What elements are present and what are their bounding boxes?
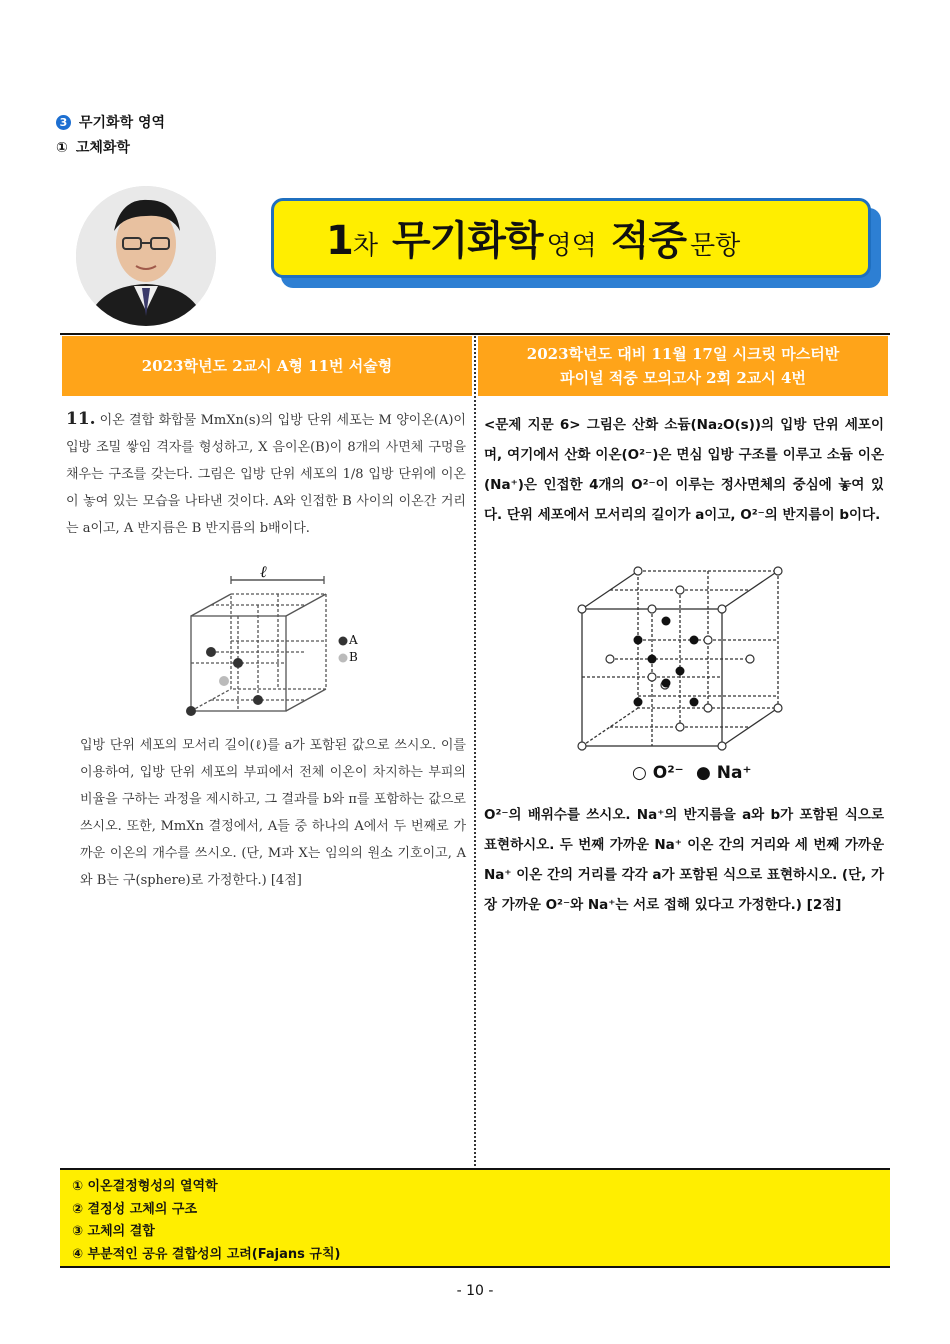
column-divider: [474, 336, 476, 1166]
left-column-header: 2023학년도 2교시 A형 11번 서술형: [62, 336, 472, 396]
legend-oxide: ○ O²⁻: [632, 763, 684, 783]
edge-length-label: ℓ: [260, 562, 267, 581]
title-banner: [76, 186, 888, 326]
section-number-badge: 3: [56, 115, 71, 130]
right-question-paragraph-1: <문제 지문 6> 그림은 산화 소듐(Na₂O(s))의 입방 단위 세포이며, 여기에서 산화 이온(O²⁻)은 면심 입방 구조를 이루고 소듐 이온(Na⁺)은 인접한 4개의 O²⁻이 이루는 정사면체의 중심에 놓여 있다. 단위 세포에서 모서리의 길이가 a이고, O²⁻의 반지름이 b이다.: [484, 417, 884, 523]
topic-item: ④ 부분적인 공유 결합성의 고려(Fajans 규칙): [72, 1246, 341, 1262]
table-top-rule: [60, 333, 890, 335]
left-question-paragraph-1: 이온 결합 화합물 MmXn(s)의 입방 단위 세포는 M 양이온(A)이 입방 조밀 쌓임 격자를 형성하고, X 음이온(B)이 8개의 사면체 구멍을 채우는 구조를 갖는다. 그림은 입방 단위 세포의 1/8 입방 단위에 이온이 놓여 있는 모습을 나타낸 것이다. A와 인접한 B 사이의 이온간 거리는 a이고, A 반지름은 B 반지름의 b배이다.: [66, 413, 466, 536]
topic-item: ① 이온결정형성의 열역학: [72, 1179, 218, 1194]
legend-a-label: A: [349, 633, 358, 647]
subsection-heading: [56, 137, 130, 157]
right-header-line1: 2023학년도 대비 11월 17일 시크릿 마스터반: [526, 345, 840, 363]
subsection-marker: ①: [56, 140, 68, 156]
right-question-paragraph-2: O²⁻의 배위수를 쓰시오. Na⁺의 반지름을 a와 b가 포함된 식으로 표현하시오. 두 번째 가까운 Na⁺ 이온 간의 거리와 세 번째 가까운 Na⁺ 이온 간의 거리를 각각 a가 포함된 식으로 표현하시오. (단, 가장 가까운 O²⁻와 Na⁺는 서로 접해 있다고 가정한다.) [2점]: [484, 807, 885, 913]
right-column-header: [478, 336, 888, 396]
section-title: 무기화학 영역: [79, 115, 166, 131]
topic-item: ③ 고체의 결합: [72, 1224, 155, 1239]
banner-box: [271, 198, 871, 278]
instructor-photo: [76, 186, 216, 326]
left-question-intro: [66, 406, 466, 542]
subsection-title: 고체화학: [75, 140, 130, 156]
page-number: - 10 -: [456, 1283, 494, 1299]
topic-item: ② 결정성 고체의 구조: [72, 1201, 198, 1217]
banner-title: 1차 무기화학 영역 적중 문항: [326, 218, 741, 264]
topic-box: [60, 1168, 890, 1268]
section-heading: [56, 112, 165, 132]
left-question-paragraph-2: 입방 단위 세포의 모서리 길이(ℓ)를 a가 포함된 값으로 쓰시오. 이를 이용하여, 입방 단위 세포의 부피에서 전체 이온이 차지하는 부피의 비율을 구하는 과정을 제시하고, 그 결과를 b와 π를 포함하는 값으로 쓰시오. 또한, MmXn 결정에서, A들 중 하나의 A에서 두 번째로 가까운 이온의 개수를 쓰시오. (단, M과 X는 임의의 원소 기호이고, A와 B는 구(sphere)로 가정한다.) [4점]: [80, 738, 466, 888]
right-header-line2: 파이널 적중 모의고사 2회 2교시 4번: [560, 369, 806, 387]
left-unit-cell-figure: [176, 566, 376, 726]
question-number: 11.: [66, 409, 96, 429]
legend-sodium: ● Na⁺: [696, 763, 752, 783]
legend-b-label: B: [349, 650, 358, 664]
right-unit-cell-figure: [572, 565, 788, 753]
